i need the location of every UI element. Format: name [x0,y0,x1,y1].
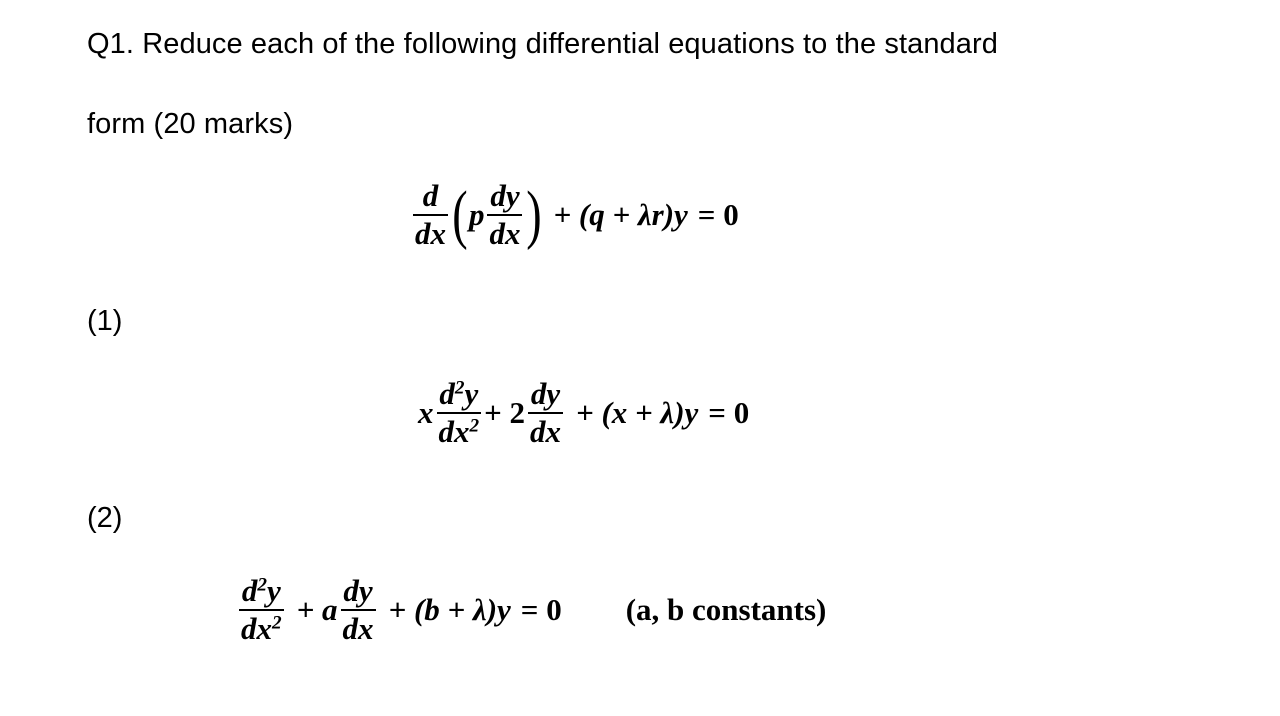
question-line-1: Q1. Reduce each of the following differential equations to the standard [87,28,998,60]
eq2-equals: = 0 [708,394,750,430]
eq3-equals: = 0 [520,591,562,627]
eq2-x: x [418,394,434,430]
eq1-dx: dx [415,216,446,251]
eq2-d2y: $d^2y$ [439,376,479,411]
eq1-p: p [468,196,485,232]
eq2-dy: dy [530,376,561,411]
equation-1 [410,177,739,251]
eq2-dx2: $dx^2$ [438,414,480,449]
eq3-dx: dx [342,611,374,646]
eq2-dx: dx [530,414,562,449]
eq3-d2y-dx2-fraction [239,575,284,644]
eq1-equals: = 0 [697,196,739,232]
eq2-d2y-dx2-fraction [437,378,482,447]
eq3-rest: + (b + λ)y [388,591,511,627]
eq1-dx-2: dx [489,216,521,251]
eq1-right-paren: ) [526,177,543,251]
eq3-dy-dx-fraction [341,575,376,644]
equation-2 [418,378,749,447]
question-line-2: form (20 marks) [87,108,294,140]
eq1-dy-dx-fraction [487,180,522,249]
eq3-plus-a: + a [296,591,338,627]
eq1-left-paren: ( [452,177,468,251]
eq2-rest: + (x + λ)y [576,394,699,430]
eq3-d2y: $d^2y$ [241,573,281,608]
equation-3 [236,575,826,644]
eq3-dx2: $dx^2$ [241,611,282,646]
label-1: (1) [87,305,123,337]
label-2: (2) [87,502,123,534]
eq3-constants-note: (a, b constants) [625,591,827,627]
eq2-dy-dx-fraction [528,378,563,447]
eq1-d-dx-fraction [413,180,448,249]
eq1-dy: dy [490,178,520,213]
eq1-d: d [422,178,439,213]
eq1-rest: + (q + λr)y [553,196,688,232]
eq2-plus-two: + 2 [484,394,526,430]
eq3-dy: dy [343,573,373,608]
